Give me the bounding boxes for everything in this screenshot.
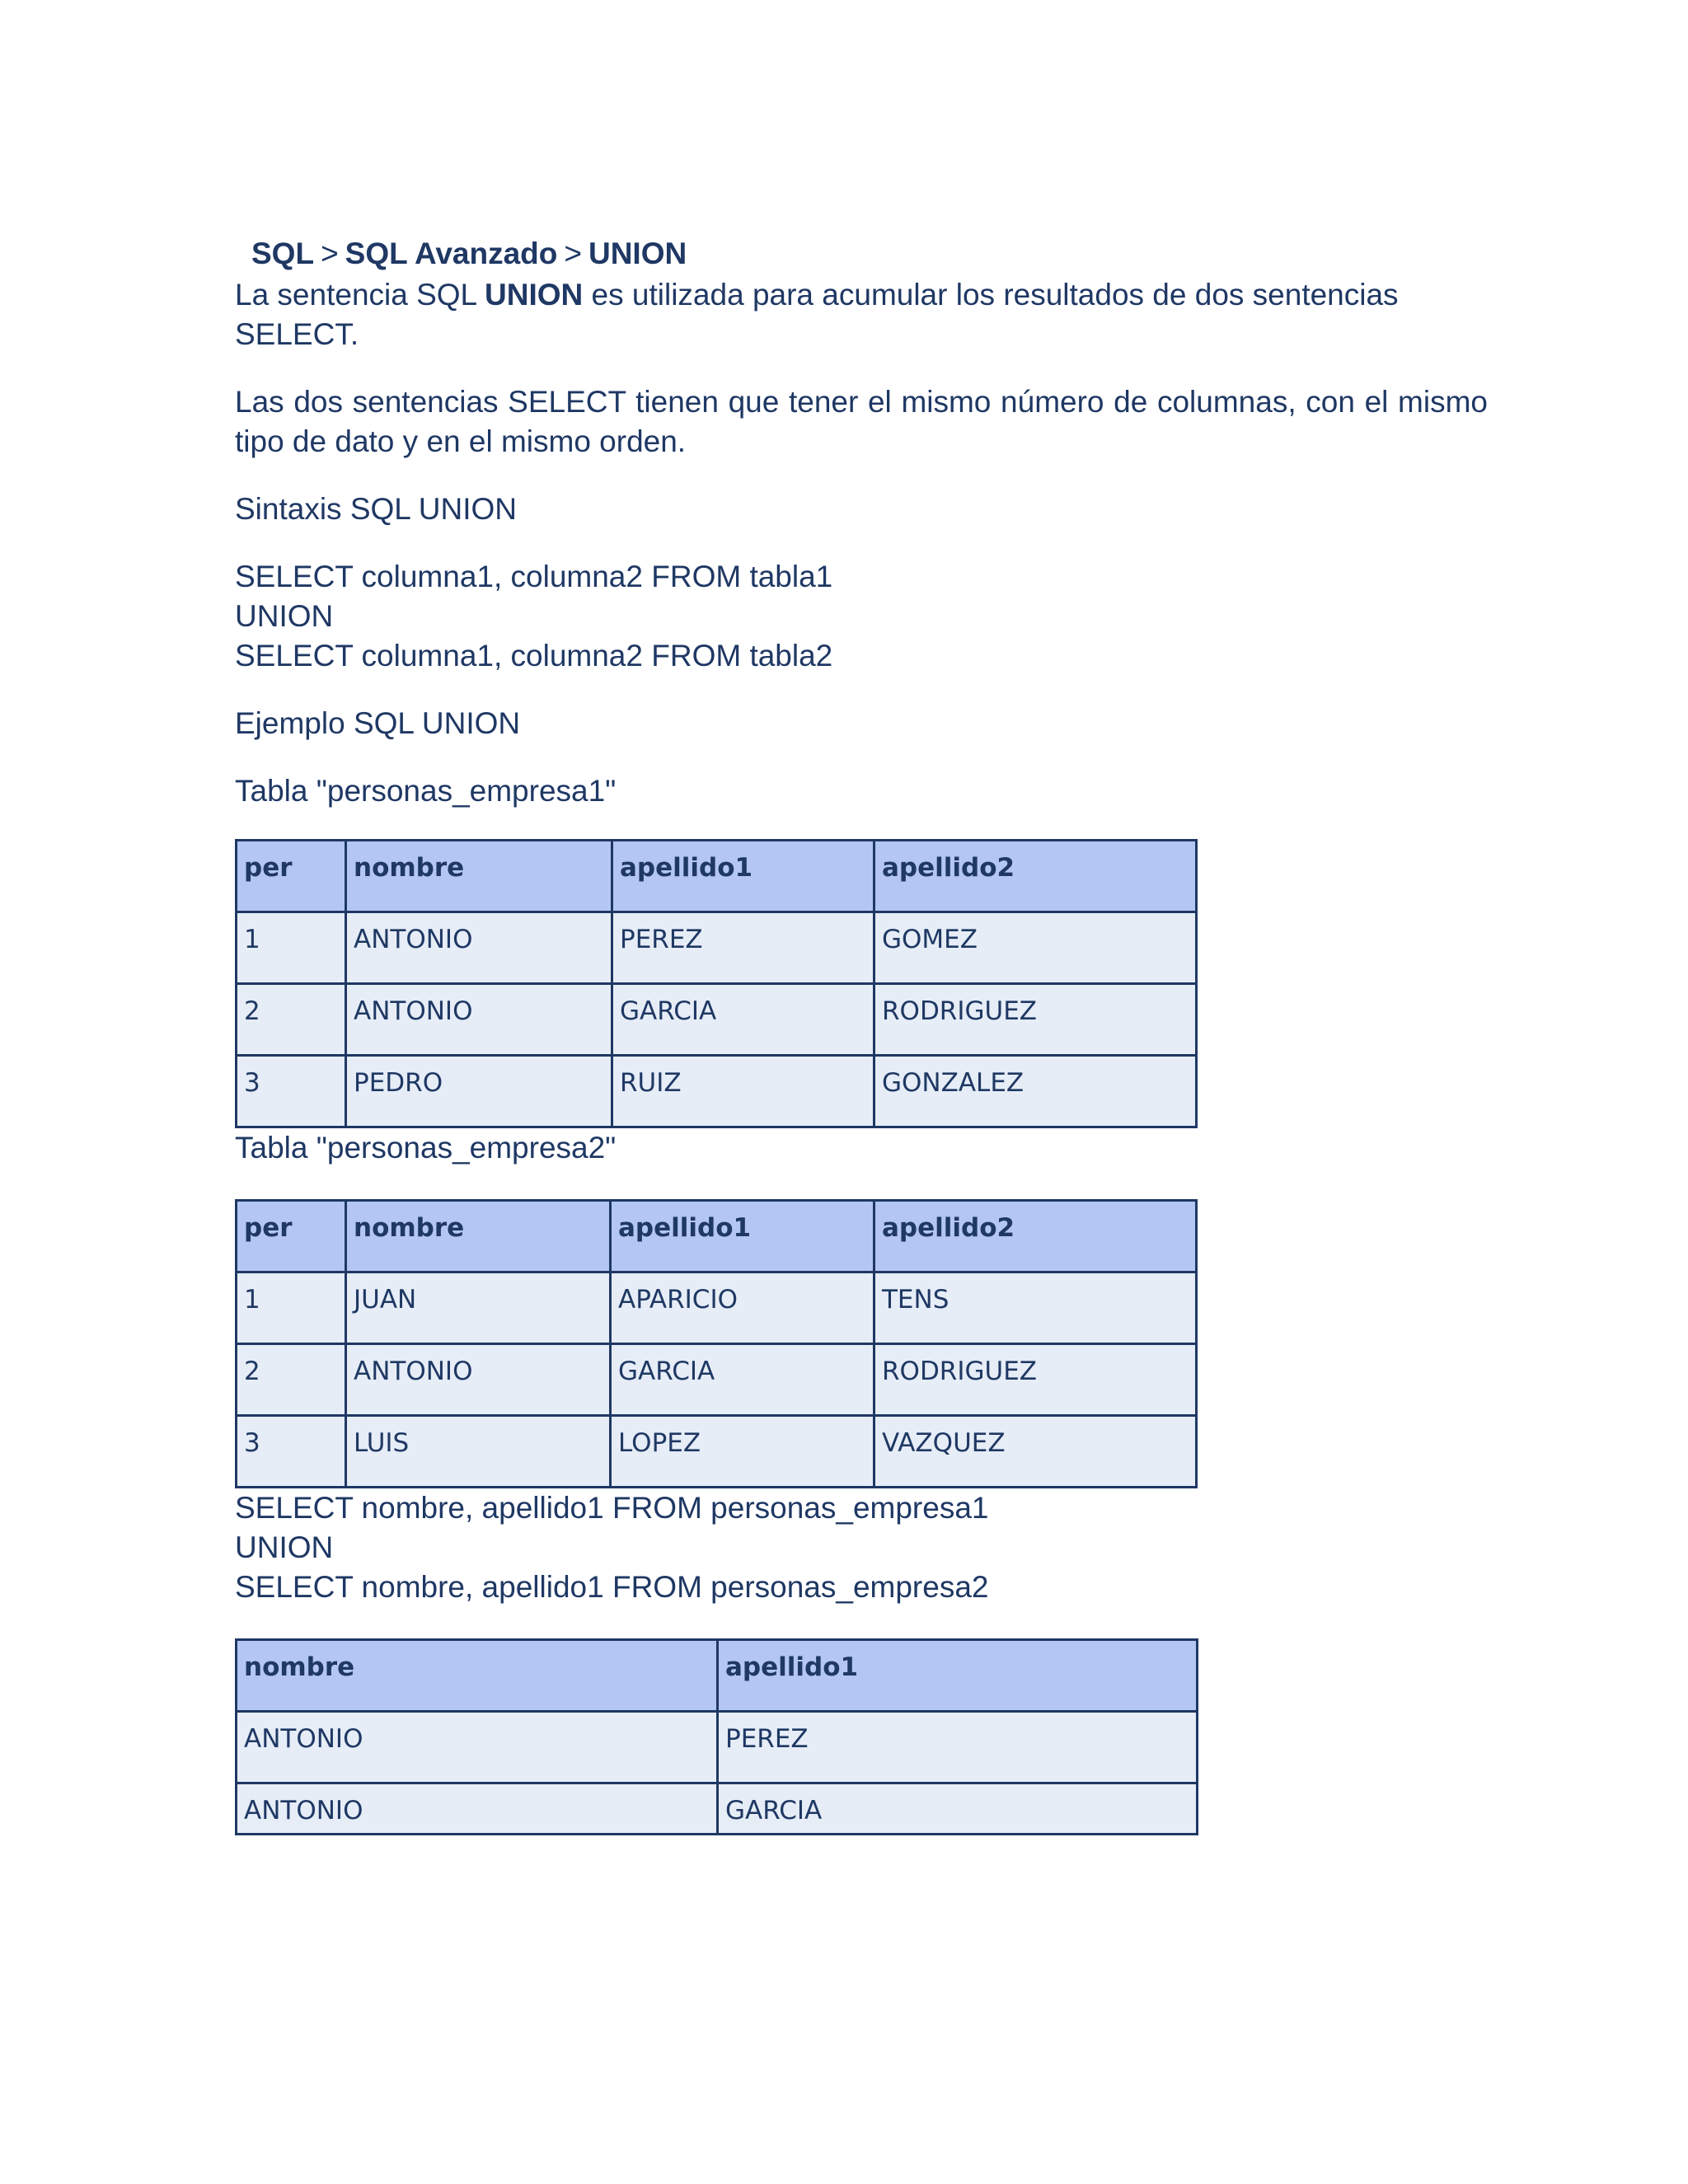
header-cell: apellido2	[874, 1201, 1197, 1272]
header-cell: apellido1	[718, 1640, 1198, 1712]
header-cell: per	[237, 1201, 346, 1272]
table-cell: RUIZ	[612, 1056, 874, 1127]
table-cell: ANTONIO	[237, 1783, 718, 1835]
table-row	[237, 1783, 1198, 1835]
intro-paragraph	[235, 275, 1488, 354]
table-cell: GOMEZ	[874, 912, 1197, 984]
breadcrumb-sql[interactable]: SQL	[251, 237, 315, 270]
table-cell: VAZQUEZ	[874, 1416, 1197, 1488]
table-row	[237, 912, 1197, 984]
breadcrumb-separator: >	[564, 237, 582, 270]
table-header-row	[237, 841, 1197, 912]
syntax-heading: Sintaxis SQL UNION	[235, 492, 517, 526]
table-cell: RODRIGUEZ	[874, 984, 1197, 1056]
table1-caption: Tabla "personas_empresa1"	[235, 774, 617, 808]
table-cell: 2	[237, 1344, 346, 1416]
intro-text-before: La sentencia SQL	[235, 278, 485, 312]
table-cell: PEREZ	[718, 1712, 1198, 1783]
table-cell: 2	[237, 984, 346, 1056]
header-cell: apellido2	[874, 841, 1197, 912]
table-cell: LUIS	[346, 1416, 611, 1488]
table-cell: GARCIA	[718, 1783, 1198, 1835]
intro-keyword: UNION	[485, 278, 584, 312]
header-cell: apellido1	[612, 841, 874, 912]
table-cell: APARICIO	[611, 1272, 874, 1344]
breadcrumb	[251, 232, 1488, 275]
personas-empresa2-table	[235, 1199, 1198, 1488]
table2-caption: Tabla "personas_empresa2"	[235, 1131, 617, 1165]
table-cell: GONZALEZ	[874, 1056, 1197, 1127]
table-cell: GARCIA	[611, 1344, 874, 1416]
header-cell: nombre	[346, 841, 612, 912]
table-cell: GARCIA	[612, 984, 874, 1056]
table-cell: 1	[237, 1272, 346, 1344]
breadcrumb-union: UNION	[588, 237, 687, 270]
header-cell: per	[237, 841, 346, 912]
table-cell: 3	[237, 1416, 346, 1488]
header-cell: nombre	[237, 1640, 718, 1712]
table-cell: TENS	[874, 1272, 1197, 1344]
table-cell: 1	[237, 912, 346, 984]
table-cell: 3	[237, 1056, 346, 1127]
table-row	[237, 1056, 1197, 1127]
code-line: SELECT columna1, columna2 FROM tabla2	[235, 639, 833, 673]
example-heading: Ejemplo SQL UNION	[235, 706, 521, 740]
code-line: UNION	[235, 599, 334, 633]
header-cell: apellido1	[611, 1201, 874, 1272]
table-cell: PEDRO	[346, 1056, 612, 1127]
breadcrumb-separator: >	[321, 237, 339, 270]
table-cell: ANTONIO	[346, 1344, 611, 1416]
breadcrumb-sql-avanzado[interactable]: SQL Avanzado	[345, 237, 558, 270]
table-row	[237, 1712, 1198, 1783]
code-line: SELECT nombre, apellido1 FROM personas_empresa1	[235, 1491, 989, 1525]
code-line: SELECT columna1, columna2 FROM tabla1	[235, 560, 833, 593]
table-header-row	[237, 1640, 1198, 1712]
header-cell: nombre	[346, 1201, 611, 1272]
intro-text-after: es utilizada para acumular los resultados de dos sentencias SELECT.	[235, 278, 1399, 351]
code-line: UNION	[235, 1530, 334, 1564]
table-row	[237, 1344, 1197, 1416]
table-cell: JUAN	[346, 1272, 611, 1344]
columns-paragraph: Las dos sentencias SELECT tienen que tener el mismo número de columnas, con el mismo tipo de dato y en el mismo orden.	[235, 385, 1488, 458]
table-cell: ANTONIO	[237, 1712, 718, 1783]
personas-empresa1-table	[235, 839, 1198, 1128]
table-cell: ANTONIO	[346, 984, 612, 1056]
table-row	[237, 1272, 1197, 1344]
syntax-code-block	[235, 557, 1488, 676]
table-cell: ANTONIO	[346, 912, 612, 984]
table-cell: RODRIGUEZ	[874, 1344, 1197, 1416]
union-result-table	[235, 1638, 1198, 1835]
table-row	[237, 984, 1197, 1056]
table-cell: PEREZ	[612, 912, 874, 984]
table-header-row	[237, 1201, 1197, 1272]
table-cell: LOPEZ	[611, 1416, 874, 1488]
table-row	[237, 1416, 1197, 1488]
code-line: SELECT nombre, apellido1 FROM personas_empresa2	[235, 1570, 989, 1604]
example-code-block	[235, 1488, 1488, 1607]
document-page	[235, 232, 1488, 1835]
